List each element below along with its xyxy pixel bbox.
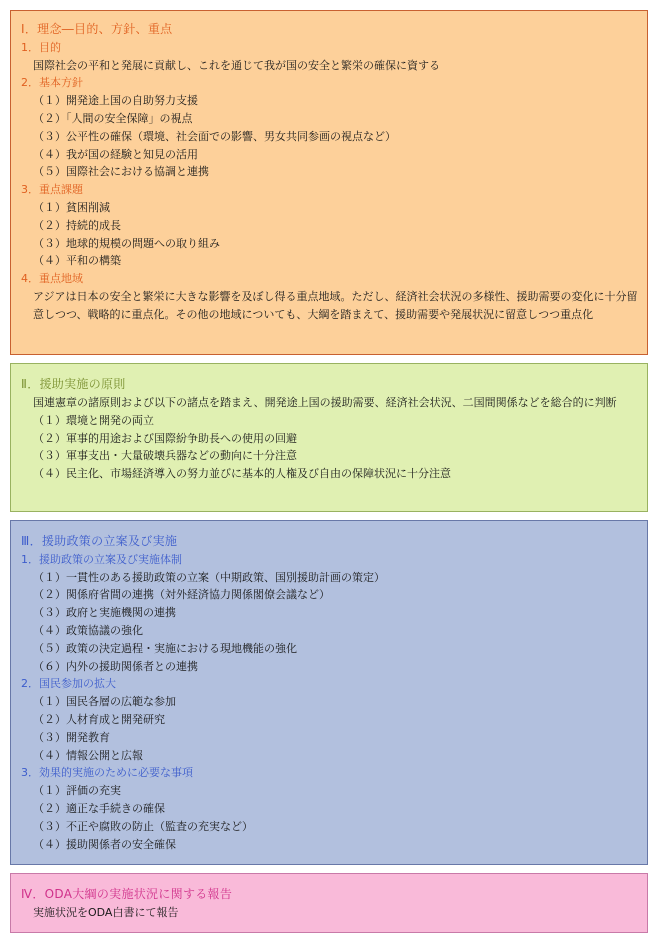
- section-report-content: [21, 886, 639, 922]
- heading-priority-regions: 4．重点地域: [21, 272, 83, 286]
- issue-item: （４）平和の構築: [33, 254, 121, 268]
- effective-item: （２）適正な手続きの確保: [33, 801, 165, 815]
- system-item: （６）内外の援助関係者との連携: [33, 659, 198, 673]
- regions-text: アジアは日本の安全と繁栄に大きな影響を及ぼし得る重点地域。ただし、経済社会状況の多様性、援助需要の変化に十分留意しつつ、戦略的に重点化。その他の地域についても、大綱を踏まえて、援助需要や発展状況に留意しつつ重点化: [33, 289, 638, 321]
- system-item: （４）政策協議の強化: [33, 623, 143, 637]
- system-item: （１）一貫性のある援助政策の立案（中期政策、国別援助計画の策定）: [33, 570, 385, 584]
- section-implementation-principles-title: Ⅱ．援助実施の原則: [21, 377, 126, 391]
- system-item: （５）政策の決定過程・実施における現地機能の強化: [33, 641, 297, 655]
- section-implementation-principles-content: [21, 376, 639, 483]
- principle-item: （３）軍事支出・大量破壊兵器などの動向に十分注意: [33, 449, 297, 463]
- purpose-text: 国際社会の平和と発展に貢献し、これを通じて我が国の安全と繁栄の確保に資する: [33, 58, 440, 72]
- participation-item: （４）情報公開と広報: [33, 748, 143, 762]
- principle-item: （２）軍事的用途および国際紛争助長への使用の回避: [33, 431, 297, 445]
- policy-item: （５）国際社会における協調と連携: [33, 165, 209, 179]
- participation-item: （１）国民各層の広範な参加: [33, 695, 176, 709]
- effective-item: （１）評価の充実: [33, 784, 121, 798]
- principle-item: （１）環境と開発の両立: [33, 413, 154, 427]
- implementation-intro: 国連憲章の諸原則および以下の諸点を踏まえ、開発途上国の援助需要、経済社会状況、二国間関係などを総合的に判断: [33, 395, 617, 409]
- section-policy-planning-box: [10, 520, 648, 865]
- policy-item: （３）公平性の確保（環境、社会面での影響、男女共同参画の視点など）: [33, 129, 396, 143]
- section-principles-box: [10, 10, 648, 355]
- principle-item: （４）民主化、市場経済導入の努力並びに基本的人権及び自由の保障状況に十分注意: [33, 467, 451, 481]
- section-policy-planning-content: [21, 533, 639, 853]
- effective-item: （３）不正や腐敗の防止（監査の充実など）: [33, 819, 253, 833]
- participation-item: （２）人材育成と開発研究: [33, 712, 165, 726]
- section-report-box: [10, 873, 648, 933]
- heading-public-participation: 2．国民参加の拡大: [21, 677, 116, 691]
- issue-item: （３）地球的規模の問題への取り組み: [33, 236, 220, 250]
- heading-basic-policy: 2．基本方針: [21, 76, 83, 90]
- heading-planning-system: 1．援助政策の立案及び実施体制: [21, 552, 182, 566]
- section-implementation-principles-box: [10, 363, 648, 512]
- heading-effective-implementation: 3．効果的実施のために必要な事項: [21, 766, 193, 780]
- policy-item: （４）我が国の経験と知見の活用: [33, 147, 198, 161]
- issue-item: （２）持続的成長: [33, 218, 121, 232]
- policy-item: （１）開発途上国の自助努力支援: [33, 94, 198, 108]
- section-policy-planning-title: Ⅲ．援助政策の立案及び実施: [21, 534, 178, 548]
- policy-item: （２）「人間の安全保障」の視点: [33, 111, 193, 125]
- section-report-title: Ⅳ．ODA大綱の実施状況に関する報告: [21, 887, 233, 901]
- participation-item: （３）開発教育: [33, 730, 110, 744]
- section-principles-content: [21, 21, 639, 324]
- system-item: （２）関係府省間の連携（対外経済協力関係閣僚会議など）: [33, 588, 330, 602]
- system-item: （３）政府と実施機関の連携: [33, 606, 176, 620]
- heading-purpose: 1．目的: [21, 40, 61, 54]
- report-text: 実施状況をODA白書にて報告: [33, 905, 179, 919]
- heading-priority-issues: 3．重点課題: [21, 183, 83, 197]
- section-principles-title: Ⅰ．理念―目的、方針、重点: [21, 22, 173, 36]
- effective-item: （４）援助関係者の安全確保: [33, 837, 176, 851]
- issue-item: （１）貧困削減: [33, 200, 110, 214]
